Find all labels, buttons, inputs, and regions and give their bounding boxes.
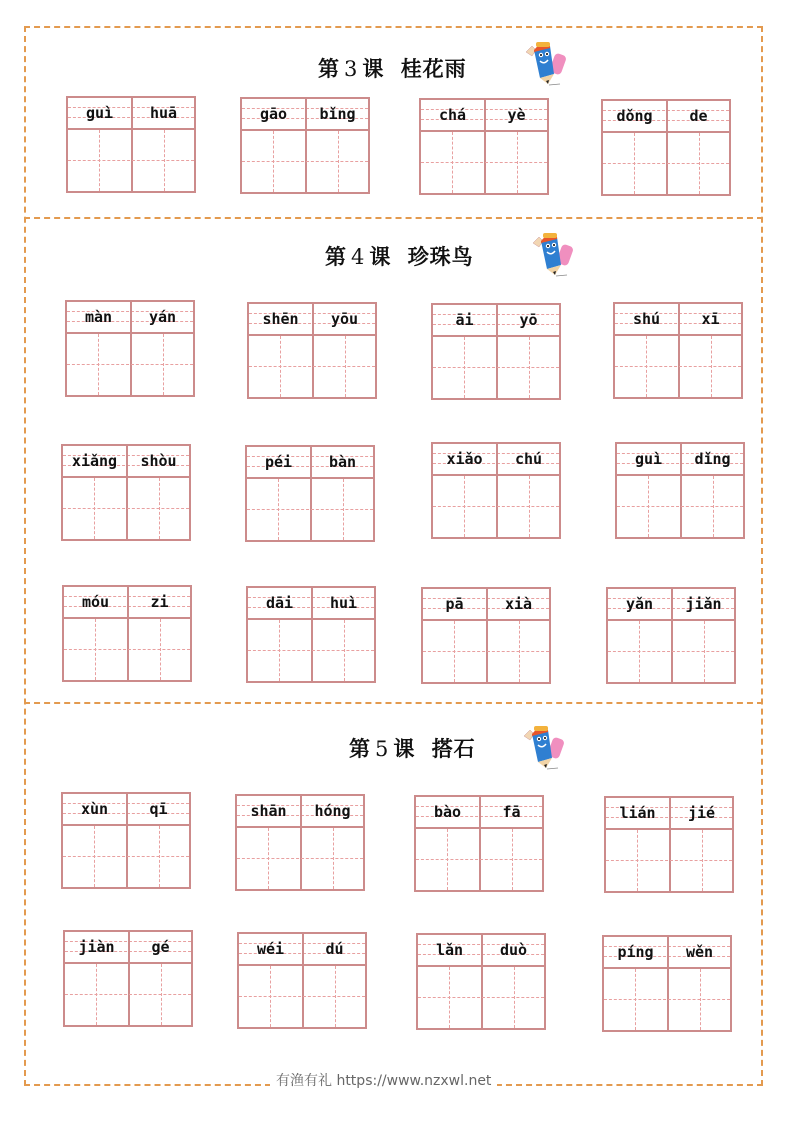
tianzige-word-box[interactable] bbox=[63, 930, 193, 1027]
pinyin-syllable: shú bbox=[632, 310, 661, 328]
pinyin-syllable: xī bbox=[701, 310, 720, 328]
cell-guide-horizontal bbox=[248, 650, 374, 651]
pinyin-syllable: yè bbox=[507, 106, 526, 124]
tianzige-word-box[interactable] bbox=[237, 932, 367, 1029]
pinyin-syllable: jiàn bbox=[78, 938, 115, 956]
tianzige-word-box[interactable] bbox=[247, 302, 377, 399]
pinyin-syllable: xià bbox=[504, 595, 533, 613]
cell-guide-horizontal bbox=[64, 649, 190, 650]
pinyin-syllable: bǐng bbox=[319, 105, 356, 123]
pinyin-syllable: wéi bbox=[256, 940, 285, 958]
pinyin-syllable: hóng bbox=[314, 802, 351, 820]
pinyin-syllable: bào bbox=[433, 803, 462, 821]
pinyin-syllable: de bbox=[689, 107, 708, 125]
watermark: 有渔有礼 https://www.nzxwl.net bbox=[270, 1070, 497, 1090]
tianzige-word-box[interactable] bbox=[246, 586, 376, 683]
tianzige-word-box[interactable] bbox=[240, 97, 370, 194]
tianzige-word-box[interactable] bbox=[602, 935, 732, 1032]
tianzige-word-box[interactable] bbox=[66, 96, 196, 193]
cell-guide-horizontal bbox=[63, 508, 189, 509]
cell-guide-horizontal bbox=[433, 506, 559, 507]
lesson-name: 桂花雨 bbox=[400, 56, 467, 81]
lesson-name: 搭石 bbox=[431, 736, 476, 761]
pinyin-syllable: guì bbox=[85, 104, 114, 122]
pinyin-syllable: péi bbox=[264, 453, 293, 471]
pinyin-syllable: pā bbox=[445, 595, 464, 613]
cell-guide-horizontal bbox=[423, 651, 549, 652]
tianzige-word-box[interactable] bbox=[65, 300, 195, 397]
title-suffix: 课 bbox=[362, 56, 385, 81]
tianzige-word-box[interactable] bbox=[421, 587, 551, 684]
cell-guide-horizontal bbox=[416, 859, 542, 860]
pinyin-syllable: gé bbox=[151, 938, 170, 956]
pinyin-syllable: chú bbox=[514, 450, 543, 468]
tianzige-word-box[interactable] bbox=[414, 795, 544, 892]
pinyin-syllable: yán bbox=[148, 308, 177, 326]
pinyin-syllable: xùn bbox=[80, 800, 109, 818]
section-divider bbox=[24, 217, 763, 219]
tianzige-word-box[interactable] bbox=[245, 445, 375, 542]
cell-guide-horizontal bbox=[237, 858, 363, 859]
cell-guide-horizontal bbox=[604, 999, 730, 1000]
pinyin-syllable: huì bbox=[329, 594, 358, 612]
title-prefix: 第 bbox=[318, 56, 340, 81]
pinyin-syllable: gāo bbox=[259, 105, 288, 123]
pinyin-syllable: dǒng bbox=[616, 107, 653, 125]
cell-guide-horizontal bbox=[249, 366, 375, 367]
pinyin-syllable: wěn bbox=[685, 943, 714, 961]
tianzige-word-box[interactable] bbox=[235, 794, 365, 891]
title-suffix: 课 bbox=[393, 736, 416, 761]
pinyin-syllable: dǐng bbox=[694, 450, 731, 468]
cell-guide-horizontal bbox=[65, 994, 191, 995]
pinyin-syllable: lián bbox=[619, 804, 656, 822]
pinyin-syllable: yǎn bbox=[625, 595, 654, 613]
pinyin-syllable: āi bbox=[455, 311, 474, 329]
pinyin-syllable: guì bbox=[634, 450, 663, 468]
pinyin-syllable: fā bbox=[502, 803, 521, 821]
tianzige-word-box[interactable] bbox=[61, 792, 191, 889]
title-prefix: 第 bbox=[325, 244, 347, 269]
lesson-name: 珍珠鸟 bbox=[407, 244, 474, 269]
pinyin-syllable: xiǎo bbox=[446, 450, 483, 468]
tianzige-word-box[interactable] bbox=[615, 442, 745, 539]
pinyin-syllable: shān bbox=[250, 802, 287, 820]
pinyin-syllable: zi bbox=[150, 593, 169, 611]
pinyin-syllable: yō bbox=[519, 311, 538, 329]
pencil-mascot-icon bbox=[518, 722, 566, 774]
pinyin-syllable: bàn bbox=[328, 453, 357, 471]
pinyin-syllable: huā bbox=[149, 104, 178, 122]
pinyin-syllable: yōu bbox=[330, 310, 359, 328]
cell-guide-horizontal bbox=[606, 860, 732, 861]
pinyin-syllable: màn bbox=[84, 308, 113, 326]
lesson-number: 3 bbox=[344, 57, 359, 81]
cell-guide-horizontal bbox=[242, 161, 368, 162]
pinyin-syllable: xiǎng bbox=[71, 452, 118, 470]
cell-guide-horizontal bbox=[67, 364, 193, 365]
tianzige-word-box[interactable] bbox=[604, 796, 734, 893]
lesson-number: 5 bbox=[375, 737, 390, 761]
pinyin-syllable: duò bbox=[499, 941, 528, 959]
pinyin-syllable: shēn bbox=[262, 310, 299, 328]
lesson-number: 4 bbox=[351, 245, 366, 269]
pinyin-syllable: lǎn bbox=[435, 941, 464, 959]
tianzige-word-box[interactable] bbox=[606, 587, 736, 684]
cell-guide-horizontal bbox=[608, 651, 734, 652]
pinyin-syllable: píng bbox=[617, 943, 654, 961]
tianzige-word-box[interactable] bbox=[601, 99, 731, 196]
cell-guide-horizontal bbox=[433, 367, 559, 368]
pinyin-syllable: jié bbox=[687, 804, 716, 822]
cell-guide-horizontal bbox=[421, 162, 547, 163]
tianzige-word-box[interactable] bbox=[62, 585, 192, 682]
tianzige-word-box[interactable] bbox=[613, 302, 743, 399]
cell-guide-horizontal bbox=[603, 163, 729, 164]
tianzige-word-box[interactable] bbox=[431, 303, 561, 400]
title-suffix: 课 bbox=[369, 244, 392, 269]
lesson-title bbox=[349, 733, 476, 763]
pinyin-syllable: chá bbox=[438, 106, 467, 124]
cell-guide-horizontal bbox=[63, 856, 189, 857]
pinyin-syllable: qī bbox=[149, 800, 168, 818]
cell-guide-horizontal bbox=[239, 996, 365, 997]
pinyin-syllable: dú bbox=[325, 940, 344, 958]
title-prefix: 第 bbox=[349, 736, 371, 761]
tianzige-word-box[interactable] bbox=[419, 98, 549, 195]
pencil-mascot-icon bbox=[527, 229, 575, 281]
tianzige-word-box[interactable] bbox=[416, 933, 546, 1030]
cell-guide-horizontal bbox=[615, 366, 741, 367]
cell-guide-horizontal bbox=[418, 997, 544, 998]
pinyin-syllable: jiǎn bbox=[685, 595, 722, 613]
lesson-title bbox=[318, 53, 467, 83]
cell-guide-horizontal bbox=[617, 506, 743, 507]
tianzige-word-box[interactable] bbox=[61, 444, 191, 541]
lesson-title bbox=[325, 241, 474, 271]
pencil-mascot-icon bbox=[520, 38, 568, 90]
pinyin-syllable: shòu bbox=[140, 452, 177, 470]
cell-guide-horizontal bbox=[68, 160, 194, 161]
pinyin-syllable: dāi bbox=[265, 594, 294, 612]
tianzige-word-box[interactable] bbox=[431, 442, 561, 539]
section-divider bbox=[24, 702, 763, 704]
pinyin-syllable: móu bbox=[81, 593, 110, 611]
cell-guide-horizontal bbox=[247, 509, 373, 510]
